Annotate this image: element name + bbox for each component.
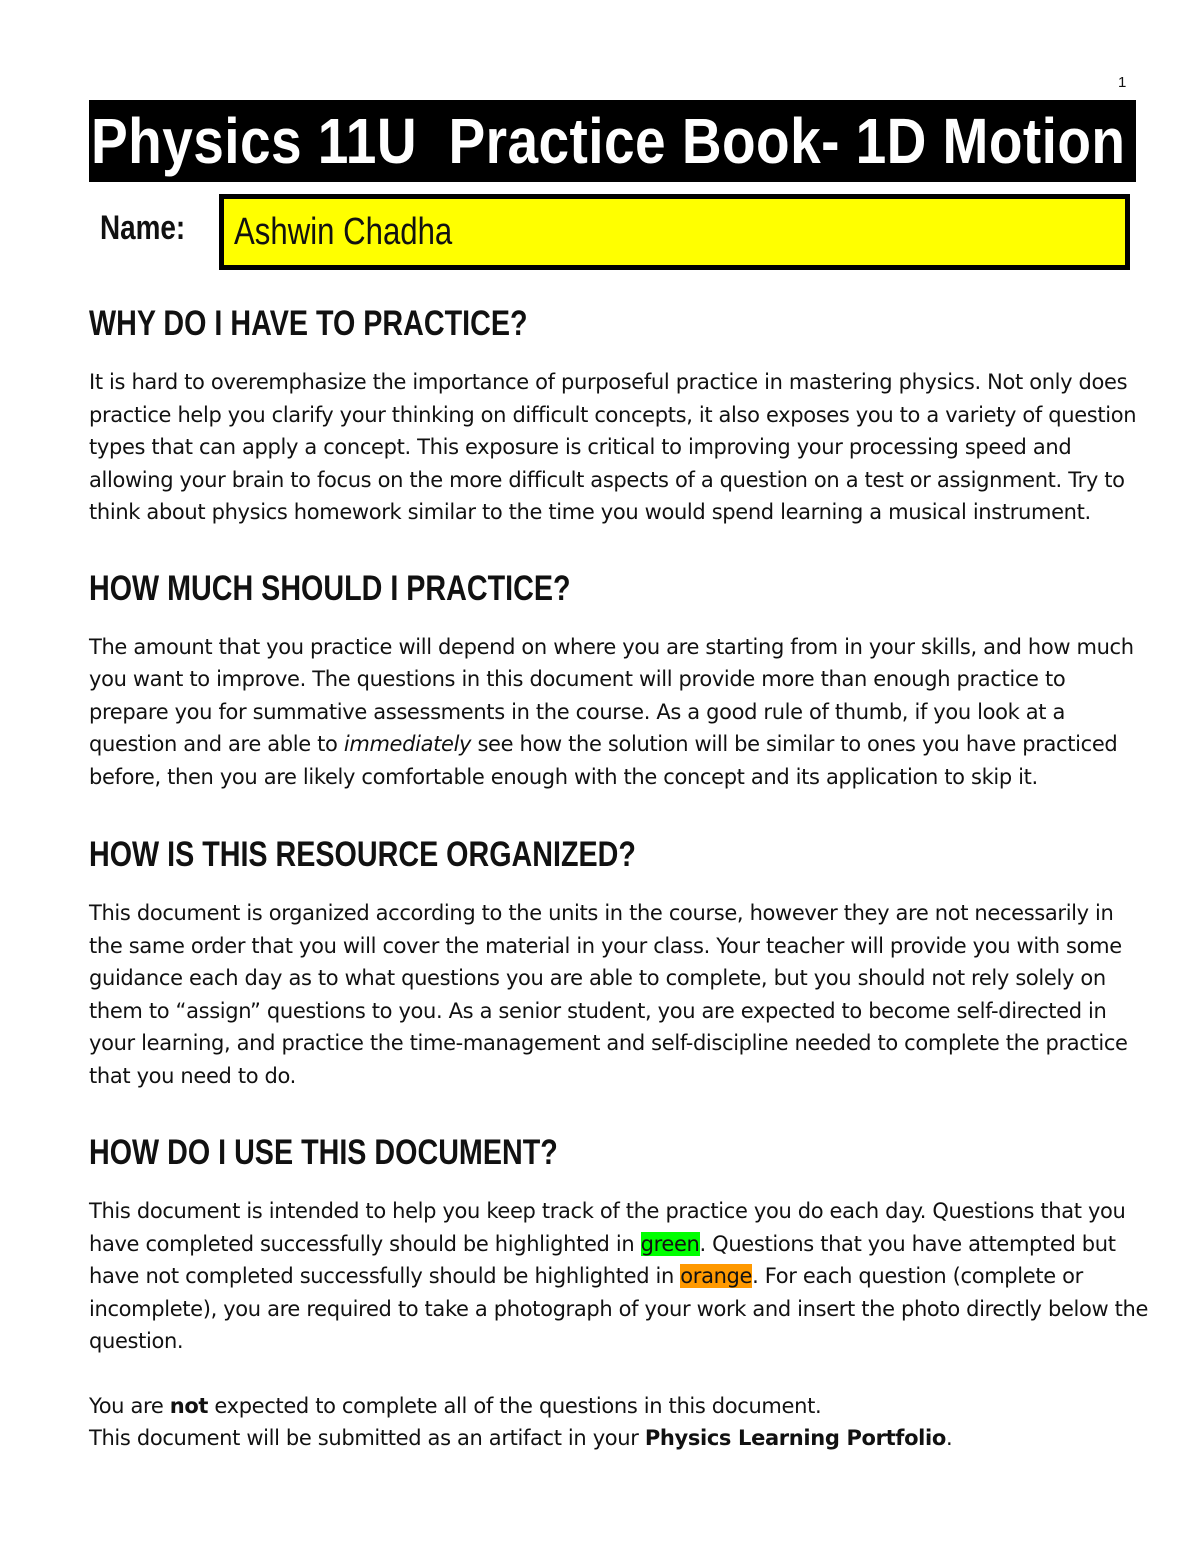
section-heading (89, 1127, 1149, 1179)
note-bold: not (169, 1393, 209, 1418)
note-line (89, 1390, 1149, 1423)
section-paragraph: It is hard to overemphasize the importance of purposeful practice in mastering physics. Not only does practice help you clarify your thinking on difficult concepts, it also exposes you to a variety of question types that can apply a concept. This exposure is critical to improving your processing speed and allowing your brain to focus on the more difficult aspects of a question on a test or assignment. Try to think about physics homework similar to the time you would spend learning a musical instrument. (89, 370, 1137, 524)
emphasis-text: immediately (343, 732, 472, 756)
green-highlight: green (640, 1231, 700, 1256)
heading-text: HOW IS THIS RESOURCE ORGANIZED? (89, 835, 636, 874)
document-body (89, 298, 1149, 1455)
note-bold: Physics Learning Portfolio (644, 1426, 946, 1450)
paragraph-text: The amount that you practice will depend on where you are starting from in your skills, and how much you want to improve. The questions in this document will provide more than enough practice to prepare you for summative assessments in the course. As a good rule of thumb, if you look at a question and are able to (89, 634, 1134, 756)
heading-text: HOW MUCH SHOULD I PRACTICE? (89, 568, 571, 608)
name-label-text: Name: (100, 209, 186, 247)
note-text: expected to complete all of the questions in this document. (208, 1393, 822, 1418)
section-paragraph (89, 631, 1149, 794)
paragraph-text: see how the solution will be similar to ones you have practiced before, then you are likely comfortable enough with the concept and its application to skip it. (89, 732, 1118, 789)
section-heading (89, 829, 1149, 881)
name-label (100, 205, 204, 251)
name-field[interactable] (219, 194, 1130, 270)
section-why-practice (89, 298, 1149, 529)
section-paragraph: This document is organized according to the units in the course, however they are not necessarily in the same order that you will cover the material in your class. Your teacher will provide you with some guidance each day as to what questions you are able to complete, but you should not rely solely on them to “assign” questions to you. As a senior student, you are expected to become self-directed in your learning, and practice the time-management and self-discipline needed to complete the practice that you need to do. (89, 901, 1128, 1088)
section-paragraph (89, 1195, 1149, 1358)
document-title (89, 100, 1136, 182)
document-title-text: Physics 11U Practice Book- 1D Motion (91, 105, 1126, 177)
section-heading (89, 298, 1149, 350)
paragraph-text: . For each question (complete or incomplete), you are required to take a photograph of your work and insert the photo directly below the question. (89, 1264, 1149, 1353)
paragraph-text: . Questions that you have attempted but have not completed successfully should be highlighted in (89, 1231, 1116, 1288)
note-line (89, 1422, 1149, 1455)
note-text: You are (89, 1393, 170, 1418)
heading-text: HOW DO I USE THIS DOCUMENT? (89, 1133, 558, 1172)
note-text: . (945, 1426, 953, 1450)
section-how-to-use (89, 1127, 1149, 1455)
name-field-value: Ashwin Chadha (234, 211, 453, 253)
section-heading (89, 563, 1149, 615)
orange-highlight: orange (680, 1264, 753, 1288)
section-organized (89, 829, 1149, 1092)
paragraph-text: This document is intended to help you keep track of the practice you do each day. Questions that you have completed successfully should be highlighted in (89, 1199, 1126, 1256)
heading-text: WHY DO I HAVE TO PRACTICE? (89, 304, 528, 343)
section-how-much (89, 563, 1149, 794)
note-text: This document will be submitted as an artifact in your (89, 1426, 645, 1450)
page-number: 1 (1118, 74, 1127, 91)
